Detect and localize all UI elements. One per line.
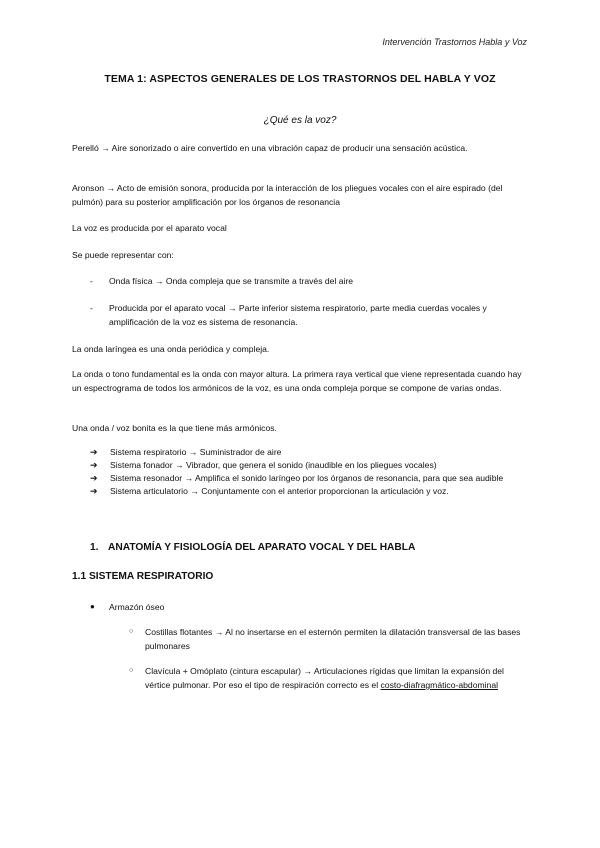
arrow-item-text: Sistema fonador → Vibrador, que genera el sonido (inaudible en los pliegues vocales)	[110, 460, 437, 470]
arrow-item-text: Sistema resonador → Amplifica el sonido laríngeo por los órganos de resonancia, para que sea audible	[110, 473, 504, 483]
arrow-item-text: Sistema respiratorio → Suministrador de aire	[110, 447, 282, 457]
subtitle: ¿Qué es la voz?	[263, 115, 337, 126]
circle-bullet-icon: ○	[129, 628, 134, 635]
section-number: 1.	[90, 542, 99, 553]
arrow-icon: ➔	[90, 473, 98, 483]
paragraph-bonita: Una onda / voz bonita es la que tiene más armónicos.	[72, 423, 277, 433]
arrow-list-item	[90, 485, 530, 498]
arrow-list-item	[90, 472, 530, 485]
dash-marker: -	[90, 276, 93, 286]
arrow-item-text: Sistema articulatorio → Conjuntamente con el anterior proporcionan la articulación y voz.	[110, 486, 449, 496]
arrow-icon: ➔	[90, 447, 98, 457]
dash-list-item	[90, 274, 530, 288]
section-heading-1-1: 1.1 SISTEMA RESPIRATORIO	[72, 571, 214, 582]
arrow-list-item	[90, 459, 530, 472]
running-header: Intervención Trastornos Habla y Voz	[382, 37, 527, 47]
bullet-item-text: Armazón óseo	[109, 602, 165, 612]
circle-bullet-icon: ○	[129, 667, 134, 674]
sub-item-text: Costillas flotantes → Al no insertarse en el esternón permiten la dilatación transversal de las bases pulmonares	[145, 627, 521, 651]
arrow-icon: ➔	[90, 486, 98, 496]
bullet-icon: ●	[90, 602, 95, 611]
dash-list-item	[90, 301, 530, 329]
dash-item-text: Onda física → Onda compleja que se transmite a través del aire	[109, 276, 354, 286]
paragraph-represent: Se puede representar con:	[72, 250, 174, 260]
paragraph-aronson: Aronson → Acto de emisión sonora, producida por la interacción de los pliegues vocales con el aire espirado (del pulmón) para su posterior amplificación por los órganos de resonancia	[72, 183, 503, 207]
paragraph-perello: Perelló → Aire sonorizado o aire convertido en una vibración capaz de producir una sensación acústica.	[72, 143, 468, 153]
arrow-list-item	[90, 446, 530, 459]
paragraph-onda-laringea: La onda laríngea es una onda periódica y compleja.	[72, 344, 270, 354]
section-heading-1	[90, 542, 415, 553]
paragraph-produced: La voz es producida por el aparato vocal	[72, 223, 227, 233]
sub-list-item	[129, 625, 529, 653]
underlined-term: costo-diafragmático-abdominal	[380, 680, 499, 690]
sub-item-text	[145, 664, 529, 692]
section-title: ANATOMÍA Y FISIOLOGÍA DEL APARATO VOCAL Y DEL HABLA	[108, 542, 416, 553]
paragraph-onda-tono: La onda o tono fundamental es la onda con mayor altura. La primera raya vertical que viene representada cuando hay un espectrograma de todos los armónicos de la voz, es una onda compleja porque se compone de varias ondas.	[72, 369, 522, 393]
sub-item-text-body: Clavícula + Omóplato (cintura escapular) → Articulaciones rígidas que limitan la expansión del vértice pulmonar. Por eso el tipo de respiración correcto es el	[145, 666, 504, 690]
dash-item-text: Producida por el aparato vocal → Parte inferior sistema respiratorio, parte media cuerdas vocales y amplificación de la voz es sistema de resonancia.	[109, 303, 487, 327]
bullet-list-item	[90, 600, 164, 614]
arrow-icon: ➔	[90, 460, 98, 470]
sub-list-item	[129, 664, 529, 692]
arrow-list	[90, 446, 530, 498]
page-title: TEMA 1: ASPECTOS GENERALES DE LOS TRASTORNOS DEL HABLA Y VOZ	[104, 73, 496, 85]
dash-marker: -	[90, 303, 93, 313]
